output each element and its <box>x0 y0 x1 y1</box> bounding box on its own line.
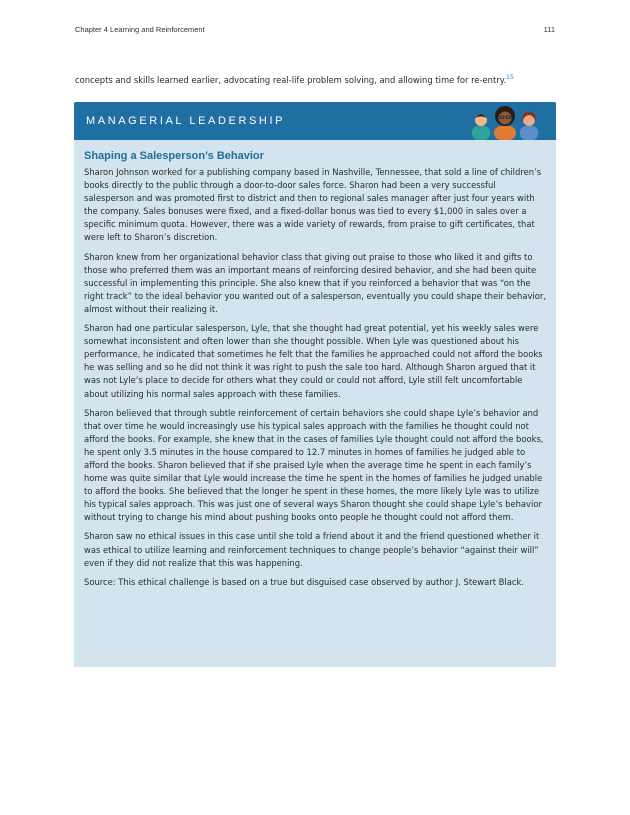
footnote-reference[interactable]: 15 <box>506 74 514 81</box>
case-paragraph: Sharon had one particular salesperson, Lyle, that she thought had great potential, yet his weekly sales were somewhat inconsistent and often lower than she thought possible. When Lyle was questioned about his performance, he indicated that sometimes he felt that the families he approached could not afford the books he was selling and so he did not think it was right to push the sale too hard. Although Sharon argued that it was not Lyle’s place to decide for others what they could or could not afford, Lyle still felt uncomfortable about utilizing his normal sales approach with these families. <box>84 323 543 399</box>
chapter-title: Chapter 4 Learning and Reinforcement <box>75 25 205 34</box>
source-note: Source: This ethical challenge is based on a true but disguised case observed by author J. Stewart Black. <box>84 576 525 587</box>
intro-text: concepts and skills learned earlier, advocating real-life problem solving, and allowing time for re-entry. <box>75 74 507 85</box>
case-paragraph: Sharon knew from her organizational behavior class that giving out praise to those who liked it and gifts to those who preferred them was an important means of reinforcing desired behavior, and she had been quite successful in implementing this principle. She also knew that if you reinforced a behavior that was “on the right track” to the ideal behavior you wanted out of a salesperson, eventually you could shape their behavior, almost without their realizing it. <box>84 251 546 314</box>
banner-title: MANAGERIAL LEADERSHIP <box>86 115 286 127</box>
page-number: 111 <box>543 25 555 34</box>
case-paragraph: Sharon saw no ethical issues in this case until she told a friend about it and the friend questioned whether it was ethical to utilize learning and reinforcement techniques to change people’s behavior “against their will” even if they did not realize that this was happening. <box>84 531 540 568</box>
intro-paragraph <box>75 72 555 86</box>
feature-banner <box>74 102 556 140</box>
running-header <box>75 25 555 34</box>
feature-body <box>74 140 556 589</box>
case-paragraph: Sharon Johnson worked for a publishing company based in Nashville, Tennessee, that sold a line of children’s books directly to the public through a door-to-door sales force. Sharon had been a very successful salesperson and was promoted first to district and then to regional sales manager after just four years with the company. Sales bonuses were fixed, and a fixed-dollar bonus was tied to every $1,000 in sales over a specific minimum quota. However, there was a wide variety of rewards, from praise to gift certificates, that were left to Sharon’s discretion. <box>84 167 542 243</box>
managerial-leadership-feature-box <box>74 102 556 667</box>
case-title: Shaping a Salesperson’s Behavior <box>84 150 264 162</box>
people-illustration-icon <box>470 106 542 140</box>
case-paragraph: Sharon believed that through subtle reinforcement of certain behaviors she could shape Lyle’s behavior and that over time he would increasingly use his typical sales approach with the families he thought could not afford the books. For example, she knew that in the cases of families Lyle thought could not afford the books, he spent only 3.5 minutes in the house compared to 12.7 minutes in homes of families he judged able to afford the books. Sharon believed that if she praised Lyle when the average time he spent in each family’s home was quite similar that Lyle would increase the time he spent in the homes of families he judged unable to afford the books. She believed that the longer he spent in these homes, the more likely Lyle was to utilize his typical sales approach. This was just one of several ways Sharon thought she could shape Lyle’s behavior without trying to change his mind about pushing books onto people he thought could not afford them. <box>84 407 544 523</box>
